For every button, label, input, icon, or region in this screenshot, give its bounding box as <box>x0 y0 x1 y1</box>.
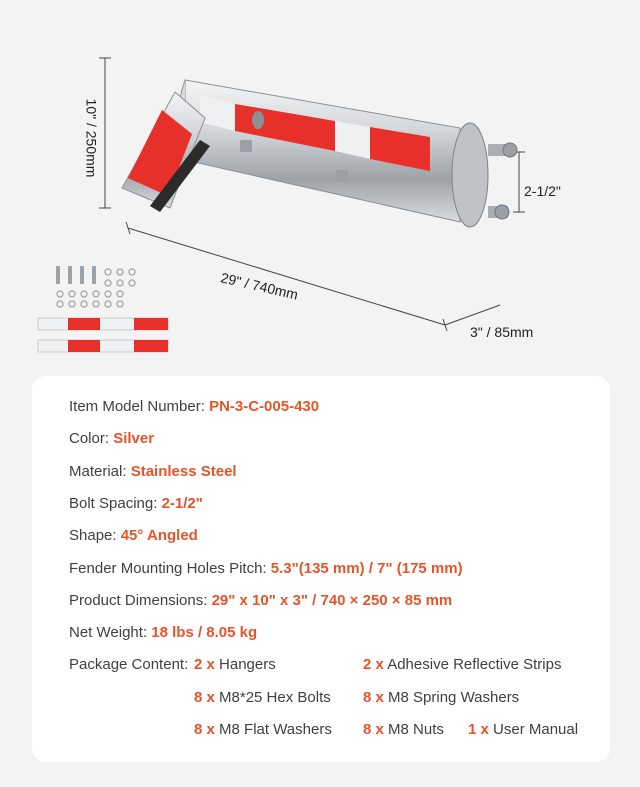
spec-value: 45° Angled <box>120 527 198 544</box>
spec-value: Stainless Steel <box>130 463 237 480</box>
spec-label: Material: <box>69 463 127 480</box>
reflective-strip <box>38 340 168 352</box>
spec-label: Net Weight: <box>69 624 148 641</box>
spec-label: Color: <box>69 430 110 447</box>
spec-row-weight <box>69 624 257 641</box>
spec-row-dimensions <box>69 592 452 609</box>
spec-row-shape <box>69 527 198 544</box>
spec-row-model <box>69 398 319 415</box>
spec-label: Shape: <box>69 527 117 544</box>
spec-value: Silver <box>113 430 155 447</box>
hanger-body <box>122 80 517 227</box>
spec-value: 5.3"(135 mm) / 7" (175 mm) <box>270 560 463 577</box>
spec-row-color <box>69 430 154 447</box>
spec-label: Fender Mounting Holes Pitch: <box>69 560 267 577</box>
spec-row-material <box>69 463 237 480</box>
spec-value: 18 lbs / 8.05 kg <box>151 624 258 641</box>
spec-label: Bolt Spacing: <box>69 495 158 512</box>
spec-label: Product Dimensions: <box>69 592 208 609</box>
product-illustration <box>0 0 640 370</box>
bolt-spacing-dimension-label: 2-1/2" <box>524 183 561 199</box>
package-item: 2 x Hangers <box>194 656 276 673</box>
spec-card <box>32 376 610 762</box>
package-item: 8 x M8 Spring Washers <box>363 689 520 706</box>
package-item: 8 x M8*25 Hex Bolts <box>194 689 331 706</box>
spec-label: Item Model Number: <box>69 398 205 415</box>
length-dimension-label: 29" / 740mm <box>219 269 300 303</box>
package-item: 2 x Adhesive Reflective Strips <box>363 656 562 673</box>
package-item: 8 x M8 Flat Washers <box>194 721 332 738</box>
accessory-parts <box>38 266 168 352</box>
spec-value: 29" x 10" x 3" / 740 × 250 × 85 mm <box>211 592 453 609</box>
reflective-strip <box>38 318 168 330</box>
spec-row-bolt-spacing <box>69 495 203 512</box>
package-item: 8 x M8 Nuts <box>363 721 444 738</box>
package-content-label: Package Content: <box>69 656 189 673</box>
package-item: 1 x User Manual <box>468 721 579 738</box>
spec-row-holes-pitch <box>69 560 463 577</box>
height-dimension-label: 10" / 250mm <box>83 98 100 178</box>
spec-value: PN-3-C-005-430 <box>209 398 320 415</box>
spec-value: 2-1/2" <box>161 495 203 512</box>
depth-dimension-label: 3" / 85mm <box>470 324 534 340</box>
